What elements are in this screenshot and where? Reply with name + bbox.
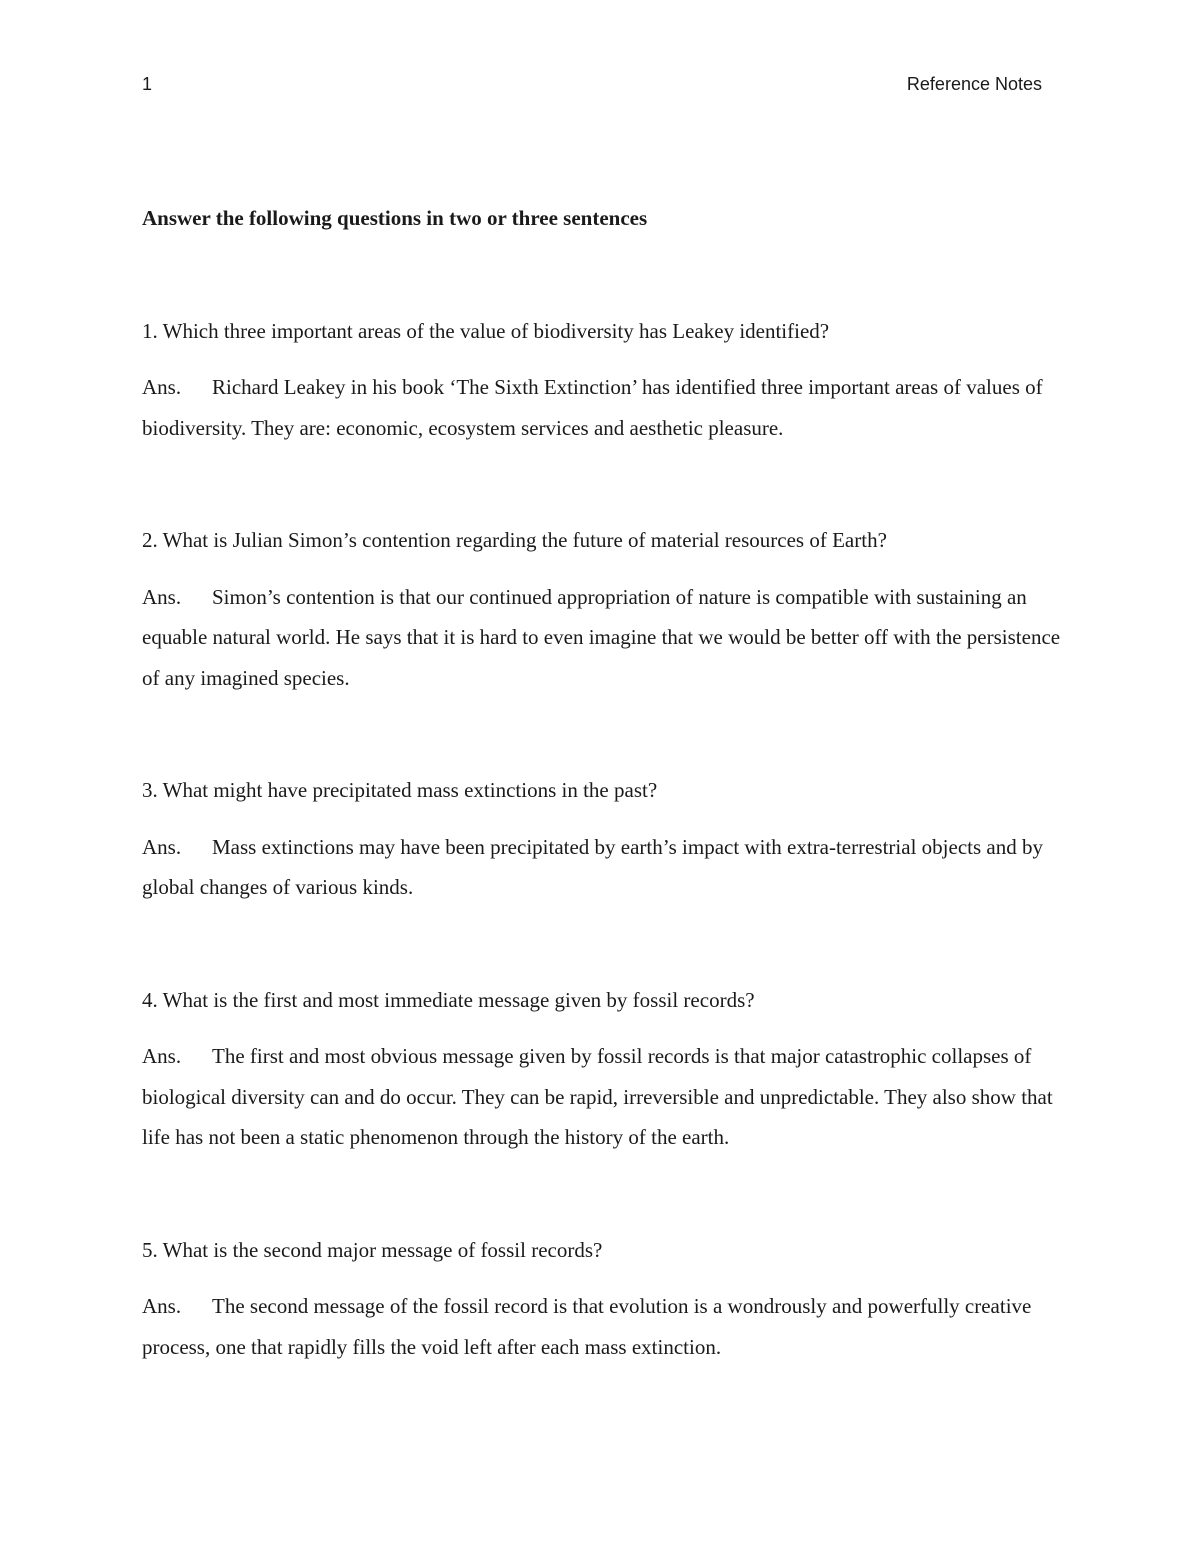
answer-paragraph	[142, 1036, 1062, 1158]
answer-label: Ans.	[142, 834, 182, 859]
qa-item	[142, 311, 1062, 449]
answer-text: Richard Leakey in his book ‘The Sixth Extinction’ has identified three important areas of values of biodiversity. They are: economic, ecosystem services and aesthetic pleasure.	[142, 375, 1043, 440]
answer-text: Mass extinctions may have been precipitated by earth’s impact with extra-terrestrial objects and by global changes of various kinds.	[142, 834, 1043, 899]
answer-label: Ans.	[142, 1044, 182, 1068]
answer-text: The second message of the fossil record is that evolution is a wondrously and powerfully creative process, one that rapidly fills the void left after each mass extinction.	[142, 1294, 1032, 1359]
answer-label: Ans.	[142, 584, 182, 609]
page-number: 1	[142, 74, 153, 94]
qa-item	[142, 520, 1062, 698]
instruction-heading: Answer the following questions in two or three sentences	[142, 206, 648, 230]
answer-paragraph	[142, 577, 1062, 699]
question-text: 1. Which three important areas of the value of biodiversity has Leakey identified?	[142, 318, 830, 343]
answer-paragraph	[142, 1286, 1062, 1367]
qa-item	[142, 980, 1062, 1158]
answer-text: Simon’s contention is that our continued appropriation of nature is compatible with sustaining an equable natural world. He says that it is hard to even imagine that we would be better off with the persistence of any imagined species.	[142, 584, 1061, 690]
question-text: 4. What is the first and most immediate message given by fossil records?	[142, 987, 755, 1012]
answer-text: The first and most obvious message given by fossil records is that major catastrophic collapses of biological diversity can and do occur. They can be rapid, irreversible and unpredictable. They also show that life has not been a static phenomenon through the history of the earth.	[142, 1044, 1053, 1149]
question-text: 3. What might have precipitated mass extinctions in the past?	[142, 778, 658, 802]
answer-paragraph	[142, 827, 1062, 908]
question-text: 2. What is Julian Simon’s contention regarding the future of material resources of Earth?	[142, 528, 887, 552]
answer-paragraph	[142, 367, 1062, 448]
answer-label: Ans.	[142, 1294, 182, 1318]
answer-label: Ans.	[142, 375, 182, 399]
question-text: 5. What is the second major message of fossil records?	[142, 1237, 603, 1262]
qa-item	[142, 770, 1062, 908]
document-body	[142, 198, 1062, 1367]
qa-item	[142, 1230, 1062, 1368]
running-header-title: Reference Notes	[906, 74, 1042, 94]
